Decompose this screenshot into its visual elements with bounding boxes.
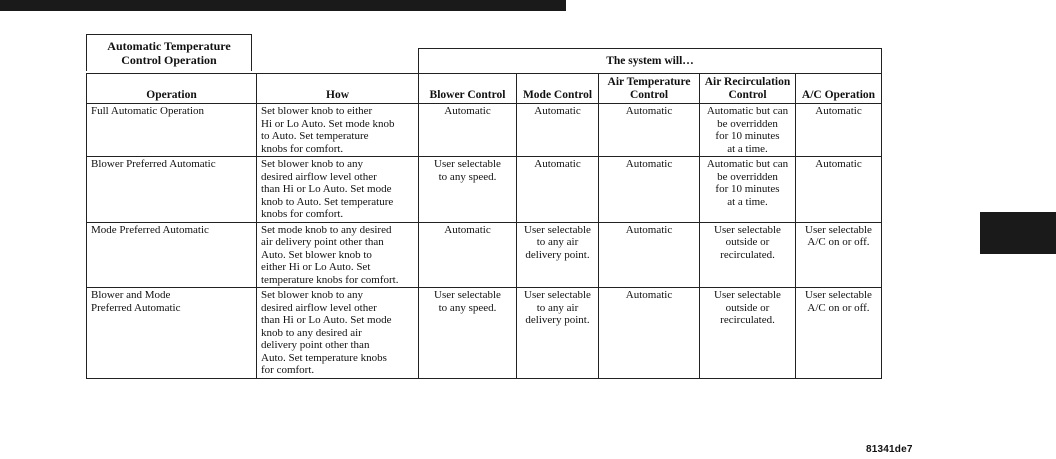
- air-temp-cell: [599, 288, 700, 379]
- cell-line: for 10 minutes: [715, 183, 780, 195]
- blower-cell: [419, 288, 517, 379]
- table-row: [87, 288, 882, 379]
- cell-line: delivery point.: [525, 248, 590, 261]
- cell-line: desired airflow level other: [261, 170, 377, 183]
- mode-cell: [517, 104, 599, 157]
- cell-line: Set blower knob to any: [261, 289, 364, 301]
- mode-cell: [517, 157, 599, 223]
- cell-line: Mode Preferred Automatic: [91, 223, 209, 236]
- operation-table: [86, 48, 882, 379]
- blower-cell: [419, 104, 517, 157]
- blower-cell: [419, 157, 517, 223]
- header-mode: Mode Control: [517, 74, 599, 104]
- column-header-row: [87, 74, 882, 104]
- header-blower: Blower Control: [419, 74, 517, 104]
- cell-line: than Hi or Lo Auto. Set mode: [261, 183, 392, 195]
- cell-line: be overridden: [717, 170, 778, 183]
- cell-line: knob to any desired air: [261, 326, 362, 339]
- cell-line: at a time.: [727, 195, 768, 208]
- cell-line: for 10 minutes: [715, 130, 780, 142]
- air-recirc-cell: [700, 222, 796, 288]
- cell-line: User selectable: [524, 223, 591, 236]
- header-air-recirc: Air Recirculation Control: [700, 74, 796, 104]
- table-title-line1: Automatic Temperature: [107, 39, 231, 53]
- cell-line: A/C on or off.: [807, 301, 870, 314]
- how-cell: [257, 288, 419, 379]
- cell-line: Set blower knob to either: [261, 105, 373, 117]
- header-how: How: [257, 74, 419, 104]
- table-row: [87, 157, 882, 223]
- cell-line: Set mode knob to any desired: [261, 223, 392, 236]
- cell-line: either Hi or Lo Auto. Set: [261, 261, 371, 273]
- cell-line: Automatic: [815, 158, 862, 170]
- blower-cell: [419, 222, 517, 288]
- cell-line: A/C on or off.: [807, 236, 870, 248]
- air-recirc-cell: [700, 157, 796, 223]
- table-row: [87, 222, 882, 288]
- how-cell: [257, 157, 419, 223]
- cell-line: than Hi or Lo Auto. Set mode: [261, 314, 392, 326]
- cell-line: User selectable: [805, 223, 872, 236]
- cell-line: for comfort.: [261, 364, 315, 376]
- cell-line: air delivery point other than: [261, 236, 384, 248]
- ac-cell: [796, 104, 882, 157]
- cell-line: Automatic: [534, 158, 581, 170]
- how-cell: [257, 222, 419, 288]
- cell-line: to any air: [536, 236, 579, 248]
- cell-line: Automatic: [444, 223, 491, 236]
- operation-cell: [87, 222, 257, 288]
- cell-line: Automatic: [625, 158, 673, 170]
- cell-line: Set blower knob to any: [261, 158, 364, 170]
- ac-cell: [796, 288, 882, 379]
- cell-line: User selectable: [434, 289, 501, 301]
- cell-line: User selectable: [524, 289, 591, 301]
- cell-line: Blower and Mode: [91, 289, 171, 301]
- figure-code: 81341de7: [866, 444, 913, 455]
- cell-line: Automatic: [534, 105, 581, 117]
- cell-line: User selectable: [714, 223, 781, 236]
- mode-cell: [517, 222, 599, 288]
- cell-line: Automatic: [444, 105, 491, 117]
- cell-line: knobs for comfort.: [261, 142, 344, 155]
- cell-line: User selectable: [434, 158, 501, 170]
- cell-line: temperature knobs for comfort.: [261, 273, 399, 286]
- air-temp-cell: [599, 157, 700, 223]
- cell-line: Automatic but can: [706, 105, 789, 117]
- operation-cell: [87, 288, 257, 379]
- cell-line: Hi or Lo Auto. Set mode knob: [261, 117, 395, 130]
- air-recirc-cell: [700, 104, 796, 157]
- cell-line: Automatic: [625, 289, 673, 301]
- cell-line: be overridden: [717, 117, 778, 130]
- cell-line: Auto. Set temperature knobs: [261, 351, 387, 364]
- top-bar: [0, 0, 566, 11]
- air-recirc-cell: [700, 288, 796, 379]
- table-title-line2: Control Operation: [121, 53, 217, 67]
- cell-line: knobs for comfort.: [261, 208, 344, 220]
- section-tab: [980, 212, 1056, 254]
- cell-line: Full Automatic Operation: [91, 105, 205, 117]
- cell-line: to any speed.: [438, 301, 497, 314]
- group-header-row: [87, 49, 882, 74]
- cell-line: to Auto. Set temperature: [261, 130, 369, 142]
- cell-line: knob to Auto. Set temperature: [261, 195, 394, 208]
- how-cell: [257, 104, 419, 157]
- cell-line: Blower Preferred Automatic: [91, 158, 216, 170]
- cell-line: outside or: [725, 236, 770, 248]
- operation-cell: [87, 157, 257, 223]
- cell-line: to any speed.: [438, 170, 497, 183]
- cell-line: desired airflow level other: [261, 301, 377, 314]
- group-header: The system will…: [419, 49, 882, 74]
- cell-line: Automatic: [625, 105, 673, 117]
- cell-line: at a time.: [727, 142, 768, 155]
- cell-line: recirculated.: [720, 314, 775, 326]
- mode-cell: [517, 288, 599, 379]
- cell-line: to any air: [536, 301, 579, 314]
- cell-line: User selectable: [714, 289, 781, 301]
- air-temp-cell: [599, 222, 700, 288]
- cell-line: Automatic but can: [706, 158, 789, 170]
- cell-line: Preferred Automatic: [91, 301, 181, 314]
- cell-line: User selectable: [805, 289, 872, 301]
- cell-line: Auto. Set blower knob to: [261, 248, 372, 261]
- ac-cell: [796, 157, 882, 223]
- air-temp-cell: [599, 104, 700, 157]
- header-ac: A/C Operation: [796, 74, 882, 104]
- cell-line: Automatic: [625, 223, 673, 236]
- cell-line: outside or: [725, 301, 770, 314]
- header-air-temp: Air Temperature Control: [599, 74, 700, 104]
- cell-line: recirculated.: [720, 248, 775, 261]
- cell-line: delivery point.: [525, 314, 590, 326]
- table-row: [87, 104, 882, 157]
- cell-line: delivery point other than: [261, 339, 370, 351]
- cell-line: Automatic: [815, 105, 862, 117]
- operation-cell: [87, 104, 257, 157]
- ac-cell: [796, 222, 882, 288]
- header-operation: Operation: [87, 74, 257, 104]
